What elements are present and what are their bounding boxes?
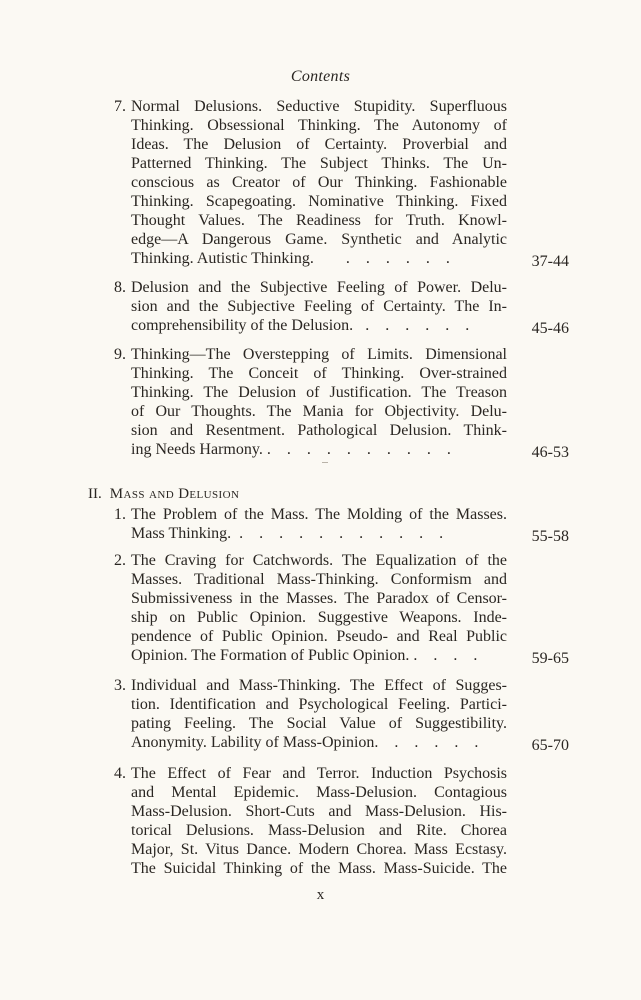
dot-leaders: . . . . bbox=[413, 647, 484, 664]
entry-line: Mass-Delusion. Short-Cuts and Mass-Delusion. His- bbox=[131, 803, 507, 820]
entry-line: Submissiveness in the Masses. The Paradox of Censor- bbox=[131, 590, 507, 607]
entry-line: Patterned Thinking. The Subject Thinks. The Un- bbox=[131, 155, 507, 172]
entry-line: The Problem of the Mass. The Molding of the Masses. bbox=[131, 506, 507, 523]
entry-line: The Effect of Fear and Terror. Induction Psychosis bbox=[131, 765, 507, 782]
entry-last-line bbox=[131, 440, 507, 459]
section-title: Mass and Delusion bbox=[109, 486, 240, 502]
entry-number: 1. bbox=[114, 506, 126, 523]
entry-line: edge—A Dangerous Game. Synthetic and Analytic bbox=[131, 231, 507, 248]
page-range: 45-46 bbox=[531, 320, 569, 337]
page-range: 46-53 bbox=[531, 444, 569, 461]
page-range: 55-58 bbox=[531, 528, 569, 545]
entry-text bbox=[131, 278, 507, 335]
page-range: 59-65 bbox=[531, 650, 569, 667]
entry-number: 4. bbox=[114, 765, 126, 782]
entry-line: ing Needs Harmony. bbox=[131, 441, 263, 458]
entry-last-line bbox=[131, 316, 507, 335]
entry-line: Anonymity. Lability of Mass-Opinion. bbox=[131, 734, 379, 751]
entry-number: 9. bbox=[114, 346, 126, 363]
entry-line: pating Feeling. The Social Value of Suggestibility. bbox=[131, 715, 507, 732]
page-range: 65-70 bbox=[531, 737, 569, 754]
entry-line: The Suicidal Thinking of the Mass. Mass-Suicide. The bbox=[131, 860, 507, 877]
entry-text bbox=[131, 551, 507, 665]
entry-number: 8. bbox=[114, 279, 126, 296]
entry-line: Thinking. The Delusion of Justification. The Treason bbox=[131, 384, 507, 401]
entry-line: and Mental Epidemic. Mass-Delusion. Contagious bbox=[131, 784, 507, 801]
entry-number: 2. bbox=[114, 552, 126, 569]
entry-text bbox=[131, 676, 507, 752]
dot-leaders: . . . . . . . . . . bbox=[266, 441, 457, 458]
entry-line: sion and Resentment. Pathological Delusion. Think- bbox=[131, 422, 507, 439]
page-range: 37-44 bbox=[531, 253, 569, 270]
entry-line: Individual and Mass-Thinking. The Effect of Sugges- bbox=[131, 677, 507, 694]
entry-last-line bbox=[131, 646, 507, 665]
entry-text bbox=[131, 764, 507, 878]
running-head: Contents bbox=[290, 68, 351, 85]
dot-leaders: . . . . . . . . . . . bbox=[239, 525, 450, 542]
dot-leaders: . . . . . bbox=[394, 734, 485, 751]
entry-line: torical Delusions. Mass-Delusion and Rite. Chorea bbox=[131, 822, 507, 839]
entry-line: Thinking. Scapegoating. Nominative Thinking. Fixed bbox=[131, 193, 507, 210]
entry-line: ship on Public Opinion. Suggestive Weapons. Inde- bbox=[131, 609, 507, 626]
entry-line: Thought Values. The Readiness for Truth. Knowl- bbox=[131, 212, 507, 229]
page-folio: x bbox=[316, 887, 325, 903]
section-numeral: II. bbox=[88, 486, 102, 502]
entry-line: pendence of Public Opinion. Pseudo- and Real Public bbox=[131, 628, 507, 645]
dot-leaders: . . . . . . bbox=[345, 250, 456, 267]
entry-number: 7. bbox=[114, 98, 126, 115]
stray-mark bbox=[322, 462, 328, 463]
entry-text bbox=[131, 345, 507, 459]
entry-line: tion. Identification and Psychological Feeling. Partici- bbox=[131, 696, 507, 713]
entry-line: comprehensibility of the Delusion. bbox=[131, 317, 354, 334]
entry-line: Thinking—The Overstepping of Limits. Dimensional bbox=[131, 346, 507, 363]
entry-line: The Craving for Catchwords. The Equalization of the bbox=[131, 552, 507, 569]
entry-line: of Our Thoughts. The Mania for Objectivity. Delu- bbox=[131, 403, 507, 420]
entry-line: conscious as Creator of Our Thinking. Fashionable bbox=[131, 174, 507, 191]
entry-line: Masses. Traditional Mass-Thinking. Conformism and bbox=[131, 571, 507, 588]
entry-line: Ideas. The Delusion of Certainty. Proverbial and bbox=[131, 136, 507, 153]
entry-line: Thinking. The Conceit of Thinking. Over-strained bbox=[131, 365, 507, 382]
entry-last-line bbox=[131, 249, 507, 268]
entry-number: 3. bbox=[114, 677, 126, 694]
entry-line: Mass Thinking. bbox=[131, 525, 232, 542]
entry-line: Delusion and the Subjective Feeling of Power. Delu- bbox=[131, 279, 507, 296]
entry-line: Thinking. Obsessional Thinking. The Autonomy of bbox=[131, 117, 507, 134]
entry-line: Thinking. Autistic Thinking. bbox=[131, 250, 314, 267]
entry-last-line bbox=[131, 733, 507, 752]
entry-text bbox=[131, 97, 507, 268]
dot-leaders: . . . . . . bbox=[365, 317, 476, 334]
entry-line: Opinion. The Formation of Public Opinion. bbox=[131, 647, 410, 664]
entry-text bbox=[131, 505, 507, 543]
section-heading bbox=[88, 485, 239, 504]
entry-line: Normal Delusions. Seductive Stupidity. Superfluous bbox=[131, 98, 507, 115]
entry-line: sion and the Subjective Feeling of Certainty. The In- bbox=[131, 298, 507, 315]
entry-last-line bbox=[131, 524, 507, 543]
entry-line: Major, St. Vitus Dance. Modern Chorea. Mass Ecstasy. bbox=[131, 841, 507, 858]
